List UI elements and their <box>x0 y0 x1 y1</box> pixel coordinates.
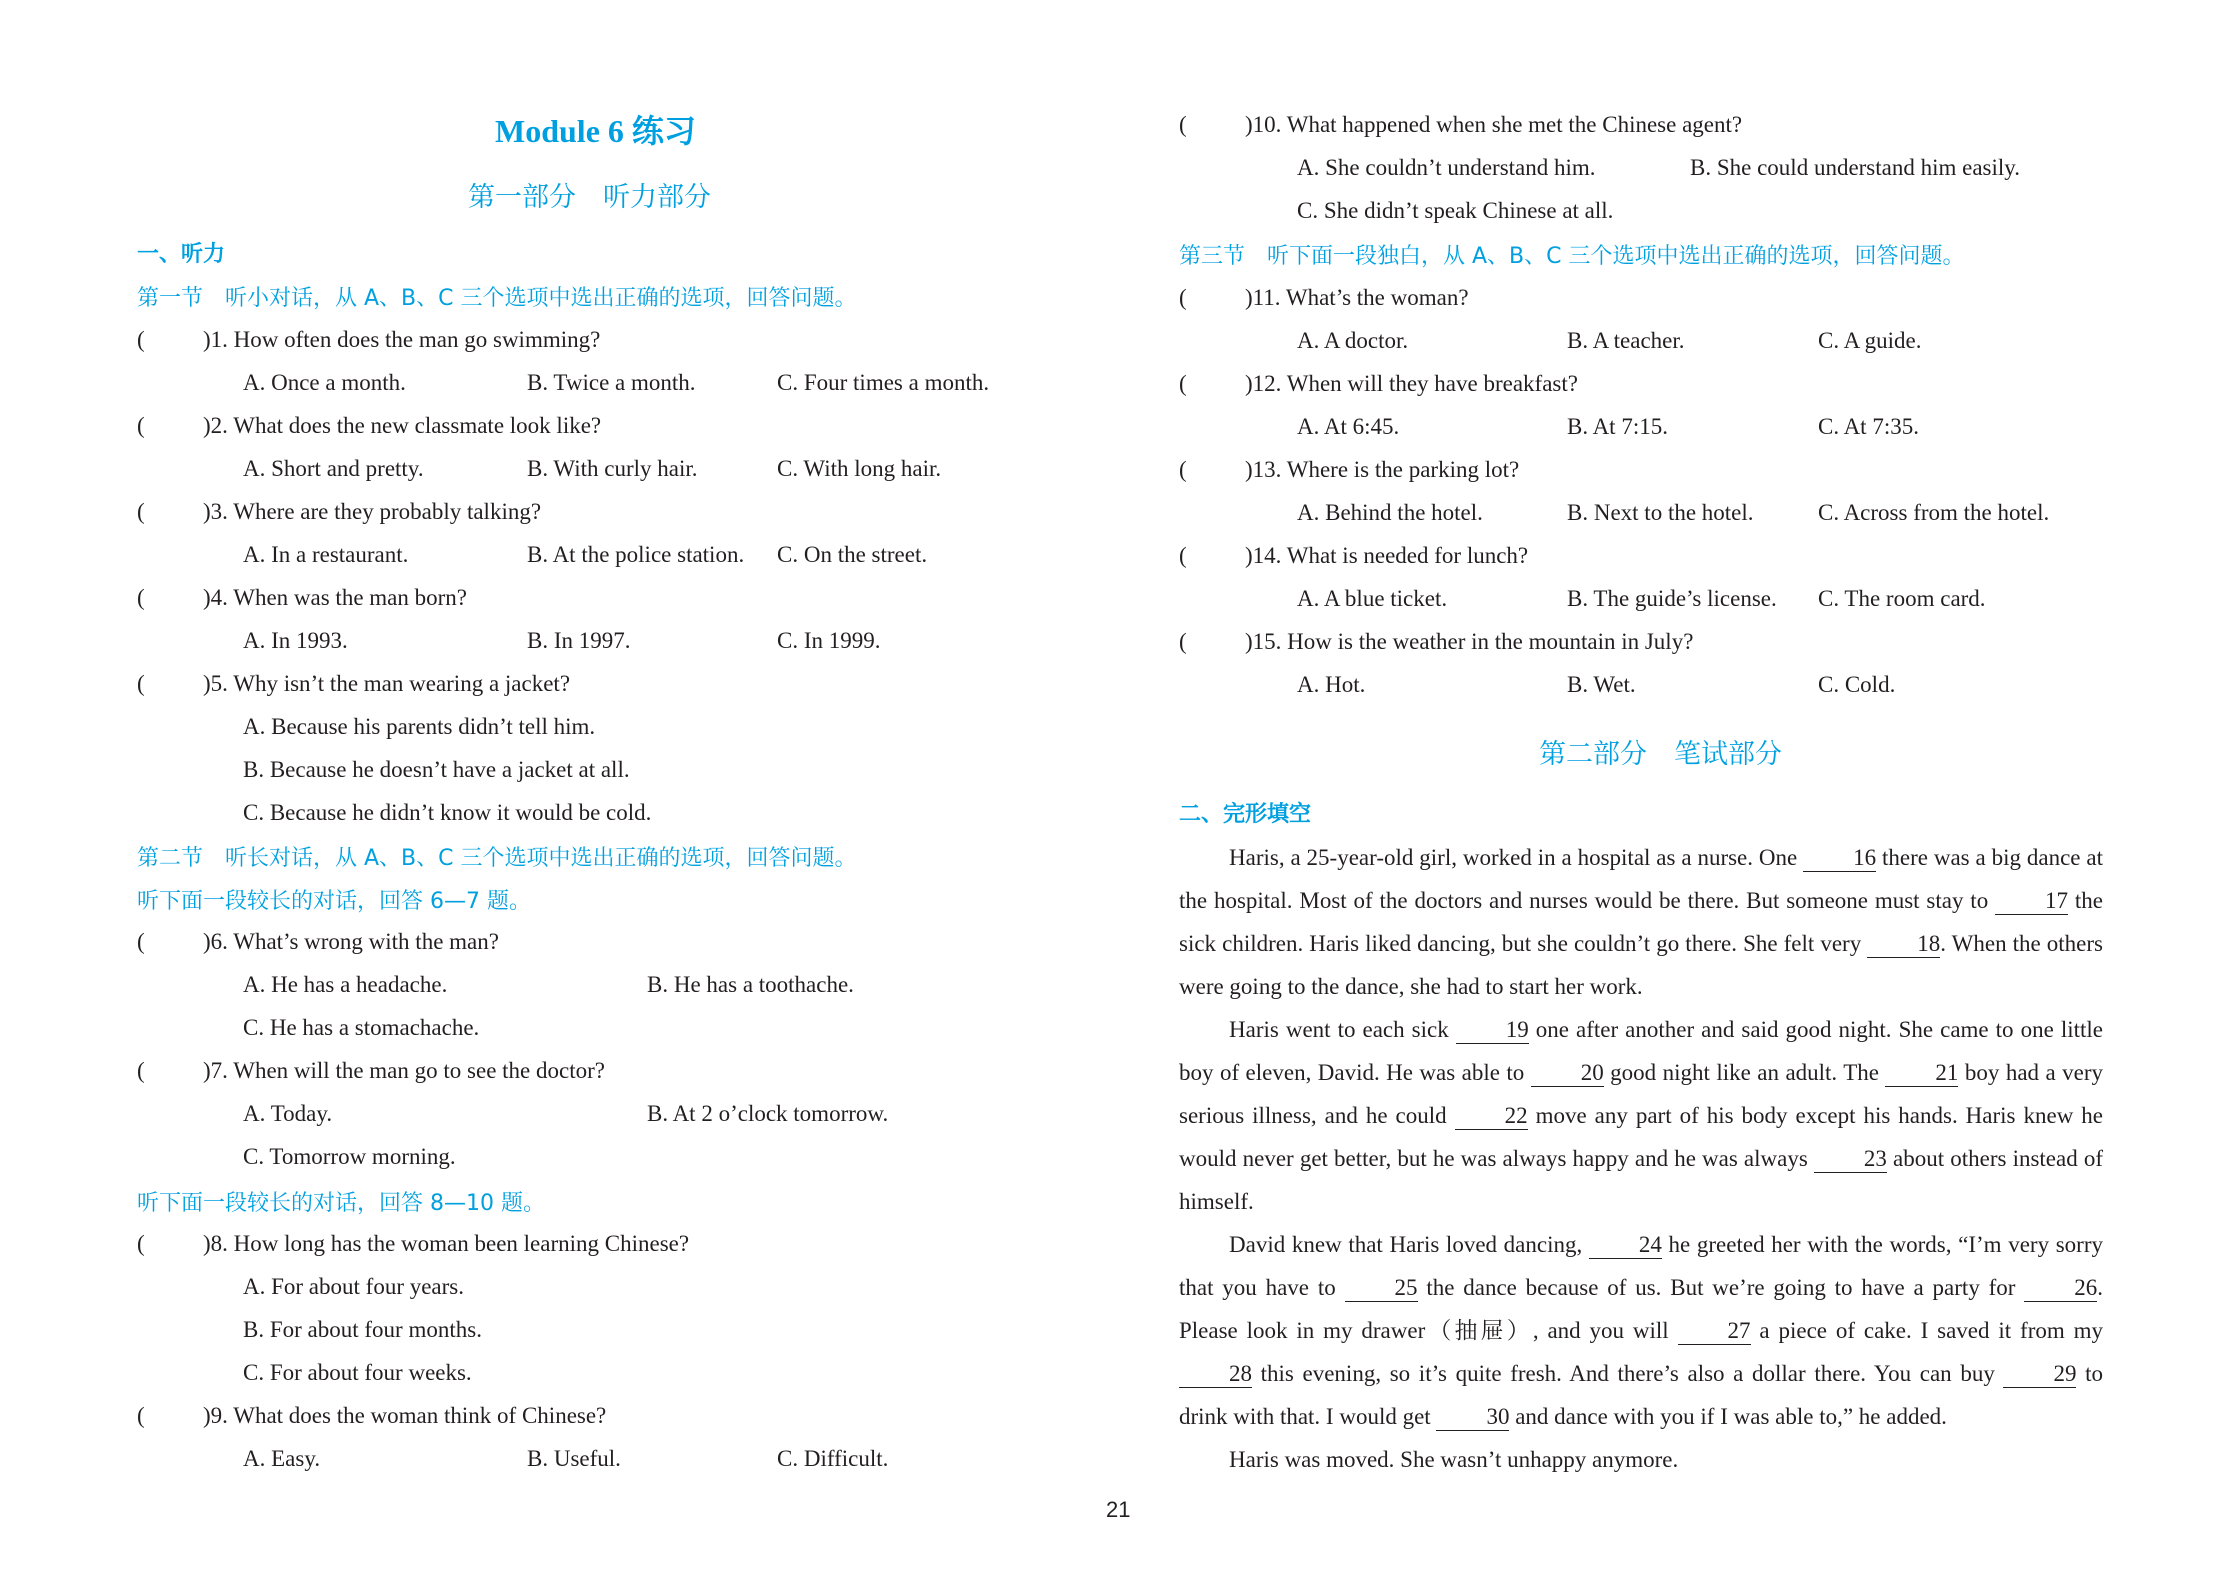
q6-option-a: A. He has a headache. <box>243 972 448 997</box>
question-11: )11. What’s the woman? <box>1245 285 1469 310</box>
question-2: )2. What does the new classmate look like? <box>203 413 602 438</box>
q12-option-c: C. At 7:35. <box>1818 414 1919 439</box>
q14-option-b: B. The guide’s license. <box>1567 586 1777 611</box>
q11-option-c: C. A guide. <box>1818 328 1922 353</box>
answer-paren[interactable]: ( <box>137 585 145 610</box>
q12-option-a: A. At 6:45. <box>1297 414 1400 439</box>
q6-option-c: C. He has a stomachache. <box>243 1015 480 1040</box>
q4-option-a: A. In 1993. <box>243 628 348 653</box>
q11-option-b: B. A teacher. <box>1567 328 1685 353</box>
q13-option-a: A. Behind the hotel. <box>1297 500 1483 525</box>
question-13: )13. Where is the parking lot? <box>1245 457 1520 482</box>
q9-option-a: A. Easy. <box>243 1446 321 1471</box>
q14-option-a: A. A blue ticket. <box>1297 586 1448 611</box>
question-8: )8. How long has the woman been learning Chinese? <box>203 1231 690 1256</box>
blank-23[interactable]: 23 <box>1814 1146 1887 1173</box>
q15-option-b: B. Wet. <box>1567 672 1636 697</box>
blank-24[interactable]: 24 <box>1589 1232 1662 1259</box>
blank-30[interactable]: 30 <box>1436 1404 1509 1431</box>
q10-option-c: C. She didn’t speak Chinese at all. <box>1297 198 1614 223</box>
question-9: )9. What does the woman think of Chinese? <box>203 1403 607 1428</box>
part-one-heading: 第一部分 听力部分 <box>468 182 711 213</box>
q13-option-b: B. Next to the hotel. <box>1567 500 1754 525</box>
dialogue-6-7-instruction: 听下面一段较长的对话，回答 6—7 题。 <box>137 889 531 914</box>
q12-option-b: B. At 7:15. <box>1567 414 1668 439</box>
blank-18[interactable]: 18 <box>1867 931 1940 958</box>
page-title: Module 6 练习 <box>495 113 696 149</box>
cloze-paragraph-2: Haris went to each sick 19 one after another and said good night. She came to one little boy of eleven, David. He was able to 20 good night like an adult. The 21 boy had a very serious illness, and he could 22 move any part of his body except his hands. Haris knew he would never get better, but he was always happy and he was always 23 about others instead of himself. <box>1179 1017 2103 1214</box>
answer-paren[interactable]: ( <box>137 1231 145 1256</box>
q2-option-a: A. Short and pretty. <box>243 456 424 481</box>
answer-paren[interactable]: ( <box>137 671 145 696</box>
q1-option-a: A. Once a month. <box>243 370 406 395</box>
question-3: )3. Where are they probably talking? <box>203 499 542 524</box>
q2-option-b: B. With curly hair. <box>527 456 698 481</box>
page-number: 21 <box>1106 1497 1131 1522</box>
answer-paren[interactable]: ( <box>1179 285 1187 310</box>
question-7: )7. When will the man go to see the doctor? <box>203 1058 605 1083</box>
blank-29[interactable]: 29 <box>2003 1361 2076 1388</box>
q1-option-b: B. Twice a month. <box>527 370 696 395</box>
q5-option-a: A. Because his parents didn’t tell him. <box>243 714 596 739</box>
answer-paren[interactable]: ( <box>1179 543 1187 568</box>
q15-option-a: A. Hot. <box>1297 672 1366 697</box>
answer-paren[interactable]: ( <box>1179 457 1187 482</box>
section-cloze-heading: 二、完形填空 <box>1179 802 1312 827</box>
cloze-paragraph-4: Haris was moved. She wasn’t unhappy anymore. <box>1229 1447 1679 1472</box>
blank-16[interactable]: 16 <box>1803 845 1876 872</box>
blank-20[interactable]: 20 <box>1531 1060 1604 1087</box>
subsection-1-instruction: 第一节 听小对话，从 A、B、C 三个选项中选出正确的选项，回答问题。 <box>137 286 857 311</box>
q10-option-a: A. She couldn’t understand him. <box>1297 155 1596 180</box>
answer-paren[interactable]: ( <box>137 327 145 352</box>
q13-option-c: C. Across from the hotel. <box>1818 500 2050 525</box>
subsection-3-instruction: 第三节 听下面一段独白，从 A、B、C 三个选项中选出正确的选项，回答问题。 <box>1179 244 1965 269</box>
question-10: )10. What happened when she met the Chinese agent? <box>1245 112 1743 137</box>
blank-21[interactable]: 21 <box>1885 1060 1958 1087</box>
blank-25[interactable]: 25 <box>1345 1275 1418 1302</box>
q3-option-c: C. On the street. <box>777 542 928 567</box>
q3-option-b: B. At the police station. <box>527 542 745 567</box>
q4-option-b: B. In 1997. <box>527 628 631 653</box>
answer-paren[interactable]: ( <box>137 499 145 524</box>
q7-option-a: A. Today. <box>243 1101 333 1126</box>
q7-option-c: C. Tomorrow morning. <box>243 1144 456 1169</box>
q11-option-a: A. A doctor. <box>1297 328 1409 353</box>
q3-option-a: A. In a restaurant. <box>243 542 409 567</box>
q15-option-c: C. Cold. <box>1818 672 1896 697</box>
q1-option-c: C. Four times a month. <box>777 370 990 395</box>
blank-26[interactable]: 26 <box>2024 1275 2097 1302</box>
question-5: )5. Why isn’t the man wearing a jacket? <box>203 671 571 696</box>
answer-paren[interactable]: ( <box>1179 371 1187 396</box>
blank-19[interactable]: 19 <box>1456 1017 1529 1044</box>
q14-option-c: C. The room card. <box>1818 586 1986 611</box>
answer-paren[interactable]: ( <box>137 1058 145 1083</box>
cloze-paragraph-3: David knew that Haris loved dancing, 24 he greeted her with the words, “I’m very sorry that you have to 25 the dance because of us. But we’re going to have a party for 26. Please look in my drawer（抽屉）, and you will 27 a piece of cake. I saved it from my 28 this evening, so it’s quite fresh. And there’s also a dollar there. You can buy 29 to drink with that. I would get 30 and dance with you if I was able to,” he added. <box>1179 1232 2103 1429</box>
q8-option-c: C. For about four weeks. <box>243 1360 472 1385</box>
q7-option-b: B. At 2 o’clock tomorrow. <box>647 1101 889 1126</box>
question-4: )4. When was the man born? <box>203 585 467 610</box>
question-1: )1. How often does the man go swimming? <box>203 327 601 352</box>
blank-27[interactable]: 27 <box>1678 1318 1751 1345</box>
part-two-heading: 第二部分 笔试部分 <box>1539 739 1782 770</box>
question-12: )12. When will they have breakfast? <box>1245 371 1578 396</box>
q5-option-b: B. Because he doesn’t have a jacket at all. <box>243 757 630 782</box>
q6-option-b: B. He has a toothache. <box>647 972 854 997</box>
q8-option-a: A. For about four years. <box>243 1274 465 1299</box>
q2-option-c: C. With long hair. <box>777 456 942 481</box>
answer-paren[interactable]: ( <box>137 1403 145 1428</box>
dialogue-8-10-instruction: 听下面一段较长的对话，回答 8—10 题。 <box>137 1191 545 1216</box>
answer-paren[interactable]: ( <box>137 929 145 954</box>
cloze-paragraph-1: Haris, a 25-year-old girl, worked in a hospital as a nurse. One 16 there was a big dance at the hospital. Most of the doctors and nurses would be there. But someone must stay to 17 the sick children. Haris liked dancing, but she couldn’t go there. She felt very 18. When the others were going to the dance, she had to start her work. <box>1179 845 2103 999</box>
answer-paren[interactable]: ( <box>1179 629 1187 654</box>
q10-option-b: B. She could understand him easily. <box>1690 155 2021 180</box>
q5-option-c: C. Because he didn’t know it would be cold. <box>243 800 652 825</box>
blank-17[interactable]: 17 <box>1995 888 2068 915</box>
section-listening-heading: 一、听力 <box>137 242 226 267</box>
q4-option-c: C. In 1999. <box>777 628 881 653</box>
answer-paren[interactable]: ( <box>137 413 145 438</box>
blank-22[interactable]: 22 <box>1455 1103 1528 1130</box>
q9-option-c: C. Difficult. <box>777 1446 889 1471</box>
blank-28[interactable]: 28 <box>1179 1361 1252 1388</box>
q8-option-b: B. For about four months. <box>243 1317 482 1342</box>
subsection-2-instruction: 第二节 听长对话，从 A、B、C 三个选项中选出正确的选项，回答问题。 <box>137 846 857 871</box>
q9-option-b: B. Useful. <box>527 1446 621 1471</box>
question-14: )14. What is needed for lunch? <box>1245 543 1529 568</box>
question-6: )6. What’s wrong with the man? <box>203 929 499 954</box>
question-15: )15. How is the weather in the mountain in July? <box>1245 629 1694 654</box>
answer-paren[interactable]: ( <box>1179 112 1187 137</box>
